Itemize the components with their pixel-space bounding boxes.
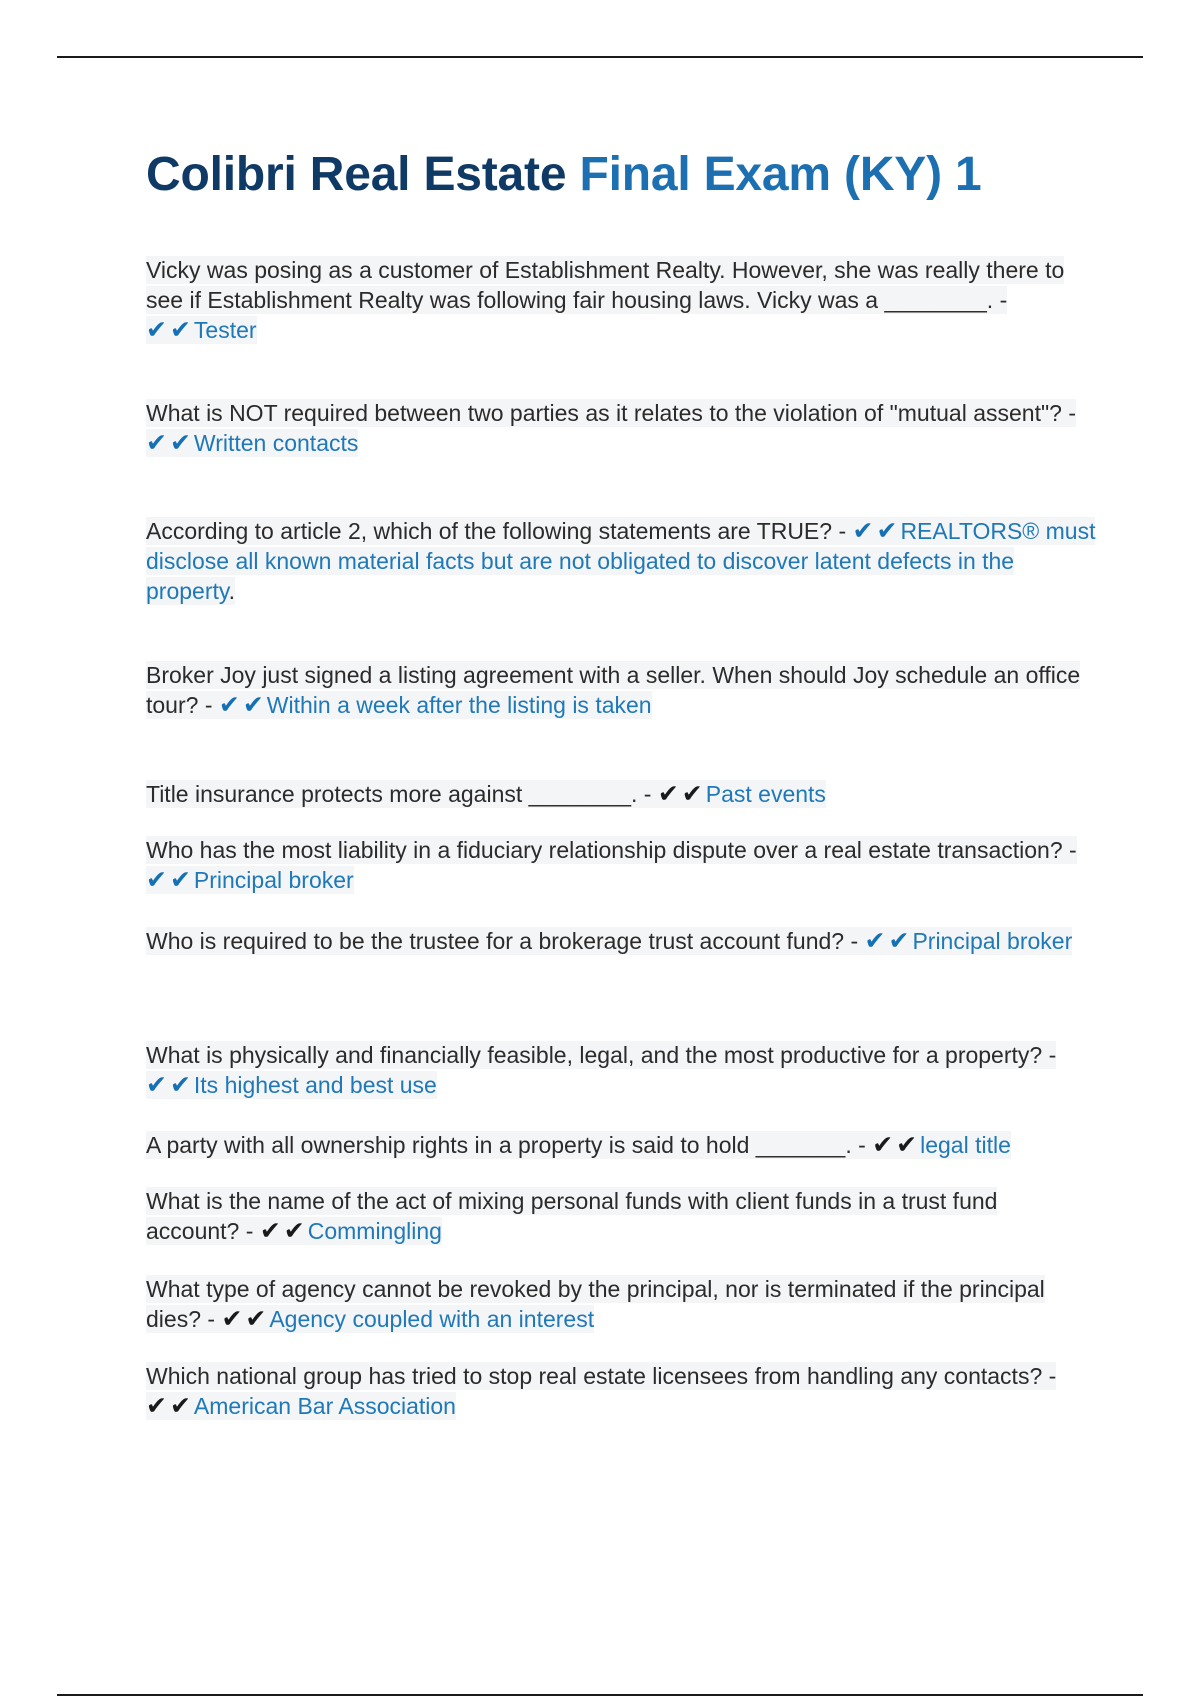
qa-separator: - xyxy=(838,518,847,544)
qa-separator: - xyxy=(858,1132,866,1158)
question-text: What is the name of the act of mixing personal funds with client funds in a trust fund account? xyxy=(146,1188,998,1244)
question-text: Vicky was posing as a customer of Establishment Realty. However, she was really there to see if Establishment Realty was following fair housing laws. Vicky was a ________. xyxy=(146,257,1065,313)
qa-highlight xyxy=(146,1275,1045,1333)
question-text: A party with all ownership rights in a property is said to hold _______. xyxy=(146,1132,852,1158)
qa-separator: - xyxy=(1069,837,1077,863)
answer-text: legal title xyxy=(920,1132,1011,1158)
checkmark-icon: ✔ xyxy=(169,429,191,457)
answer-suffix: . xyxy=(228,578,236,604)
checkmark-icon: ✔ xyxy=(169,1071,191,1099)
question-text: Who is required to be the trustee for a brokerage trust account fund? xyxy=(146,928,845,954)
answer-text: REALTORS® must disclose all known material facts but are not obligated to discover latent defects in the property xyxy=(146,518,1096,604)
checkmark-icon: ✔ xyxy=(169,866,191,894)
qa-highlight xyxy=(146,1362,1056,1420)
answer-text: Past events xyxy=(705,781,826,807)
qa-highlight xyxy=(146,927,1072,955)
qa-highlight xyxy=(146,399,1076,457)
answer-text: Written contacts xyxy=(193,430,359,456)
qa-separator: - xyxy=(850,928,859,954)
qa-separator: - xyxy=(204,692,213,718)
checkmark-icon: ✔ xyxy=(864,927,886,955)
qa-item xyxy=(146,1130,1096,1160)
checkmark-icon: ✔ xyxy=(888,927,910,955)
checkmark-icon: ✔ xyxy=(852,517,874,545)
qa-highlight xyxy=(146,1187,997,1245)
qa-separator: - xyxy=(207,1306,216,1332)
answer-text: Commingling xyxy=(307,1218,442,1244)
qa-highlight xyxy=(146,1131,1011,1159)
page-title xyxy=(146,145,982,205)
checkmark-icon: ✔ xyxy=(681,780,703,808)
checkmark-icon: ✔ xyxy=(242,691,264,719)
checkmark-icon: ✔ xyxy=(259,1217,281,1245)
question-text: What is physically and financially feasible, legal, and the most productive for a property? xyxy=(146,1042,1043,1068)
answer-text: American Bar Association xyxy=(193,1393,456,1419)
checkmark-icon: ✔ xyxy=(146,866,167,894)
checkmark-icon: ✔ xyxy=(657,780,679,808)
qa-separator: - xyxy=(999,287,1008,313)
answer-text: Principal broker xyxy=(193,867,354,893)
qa-item xyxy=(146,1274,1096,1334)
qa-item xyxy=(146,255,1096,345)
qa-item xyxy=(146,398,1096,458)
checkmark-icon: ✔ xyxy=(245,1305,267,1333)
question-text: Broker Joy just signed a listing agreement with a seller. When should Joy schedule an office tour? xyxy=(146,662,1081,718)
page-title-part2: Final Exam (KY) 1 xyxy=(579,148,982,201)
question-text: What type of agency cannot be revoked by the principal, nor is terminated if the principal dies? xyxy=(146,1276,1045,1332)
qa-item xyxy=(146,835,1096,895)
question-text: What is NOT required between two parties as it relates to the violation of "mutual assent"? xyxy=(146,400,1062,426)
qa-separator: - xyxy=(1048,1363,1057,1389)
qa-highlight xyxy=(146,661,1080,719)
qa-item xyxy=(146,660,1096,720)
checkmark-icon: ✔ xyxy=(169,1392,191,1420)
qa-highlight xyxy=(146,517,1095,605)
answer-text: Agency coupled with an interest xyxy=(269,1306,595,1332)
checkmark-icon: ✔ xyxy=(876,517,898,545)
footer-rule xyxy=(57,1694,1143,1696)
page-title-part1: Colibri Real Estate xyxy=(146,148,567,201)
qa-item xyxy=(146,926,1096,956)
qa-separator: - xyxy=(1068,400,1076,426)
checkmark-icon: ✔ xyxy=(146,1392,167,1420)
qa-highlight xyxy=(146,780,826,808)
checkmark-icon: ✔ xyxy=(146,1071,167,1099)
checkmark-icon: ✔ xyxy=(221,1305,243,1333)
checkmark-icon: ✔ xyxy=(146,316,167,344)
qa-highlight xyxy=(146,256,1064,344)
qa-item xyxy=(146,516,1096,606)
checkmark-icon: ✔ xyxy=(872,1131,894,1159)
qa-separator: - xyxy=(643,781,652,807)
checkmark-icon: ✔ xyxy=(169,316,191,344)
checkmark-icon: ✔ xyxy=(283,1217,305,1245)
question-text: According to article 2, which of the following statements are TRUE? xyxy=(146,518,833,544)
qa-separator: - xyxy=(245,1218,254,1244)
checkmark-icon: ✔ xyxy=(146,429,167,457)
header-rule xyxy=(57,56,1143,58)
checkmark-icon: ✔ xyxy=(218,691,240,719)
qa-item xyxy=(146,1361,1096,1421)
answer-text: Within a week after the listing is taken xyxy=(266,692,652,718)
checkmark-icon: ✔ xyxy=(896,1131,918,1159)
qa-highlight xyxy=(146,1041,1056,1099)
question-text: Title insurance protects more against ________. xyxy=(146,781,638,807)
qa-item xyxy=(146,1040,1096,1100)
answer-text: Principal broker xyxy=(912,928,1073,954)
qa-item xyxy=(146,779,1096,809)
qa-separator: - xyxy=(1048,1042,1057,1068)
question-text: Which national group has tried to stop real estate licensees from handling any contacts? xyxy=(146,1363,1043,1389)
qa-item xyxy=(146,1186,1096,1246)
answer-text: Tester xyxy=(193,317,257,343)
qa-highlight xyxy=(146,836,1077,894)
answer-text: Its highest and best use xyxy=(193,1072,437,1098)
question-text: Who has the most liability in a fiduciary relationship dispute over a real estate transaction? xyxy=(146,837,1063,863)
